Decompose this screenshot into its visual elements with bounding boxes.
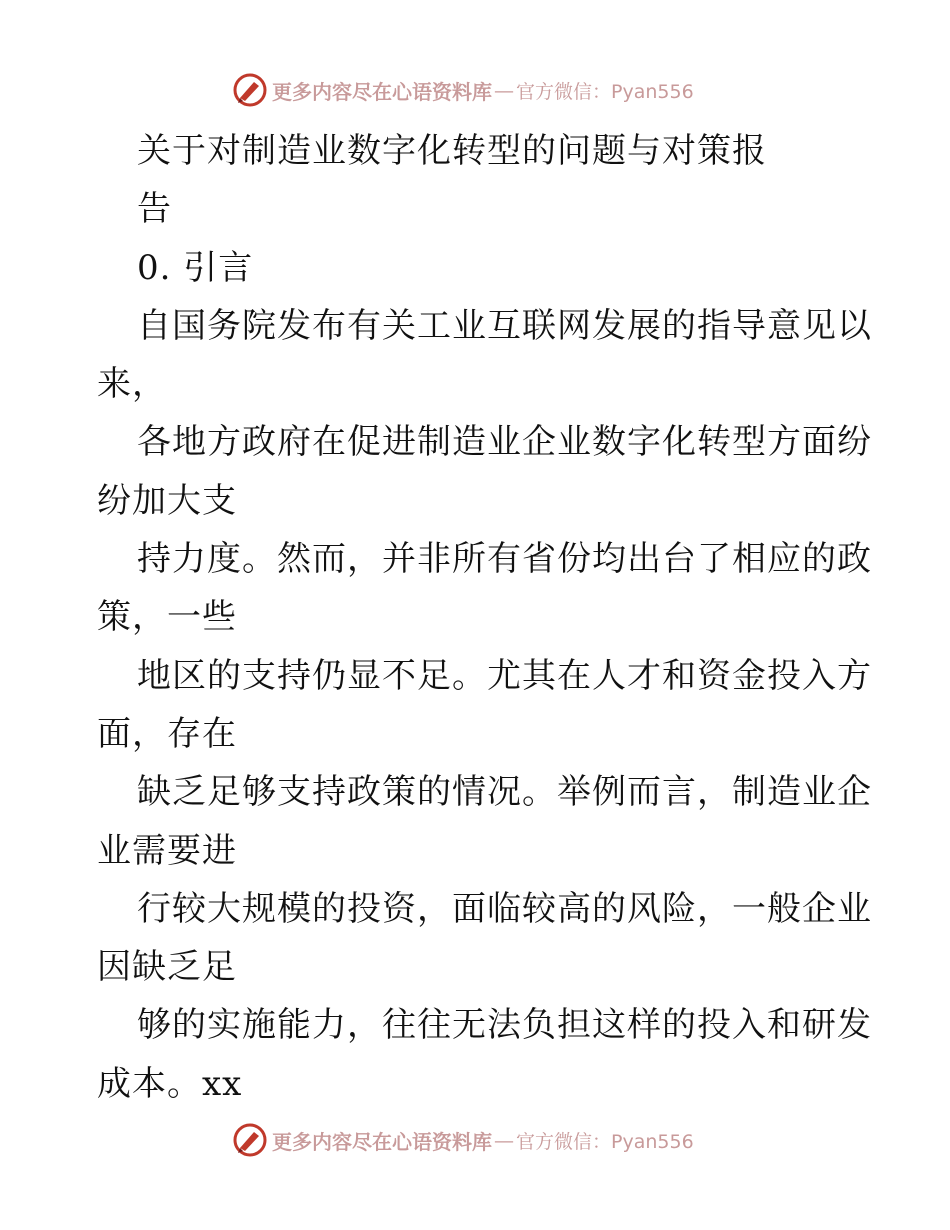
text-line: 告 [137,189,172,230]
banner-wechat: 官方微信：Pyan556 [516,80,694,103]
banner-title: 更多内容尽在心语资料库 [272,79,492,104]
text-line: 0. 引言 [137,247,254,288]
text-line: 行较大规模的投资，面临较高的风险，一般企业 [137,888,872,929]
text-line: 因缺乏足 [97,947,237,988]
pen-logo-icon [232,1122,268,1158]
text-line: 各地方政府在促进制造业企业数字化转型方面纷 [137,422,872,463]
text-line: 持力度。然而，并非所有省份均出台了相应的政 [137,539,872,580]
header-banner [232,71,694,109]
text-line: 业需要进 [97,830,237,871]
text-line: 成本。xx [97,1063,243,1104]
text-line: 缺乏足够支持政策的情况。举例而言，制造业企 [137,772,872,813]
text-line: 够的实施能力，往往无法负担这样的投入和研发 [137,1005,872,1046]
banner-dash: — [494,78,514,102]
text-line: 来， [97,364,167,405]
banner-wechat: 官方微信：Pyan556 [516,1130,694,1153]
banner-dash: — [494,1128,514,1152]
banner-title: 更多内容尽在心语资料库 [272,1129,492,1154]
text-line: 自国务院发布有关工业互联网发展的指导意见以 [137,305,872,346]
text-line: 策，一些 [97,597,237,638]
text-line: 纷加大支 [97,480,237,521]
footer-banner [232,1121,694,1159]
text-line: 面，存在 [97,713,237,754]
text-line: 地区的支持仍显不足。尤其在人才和资金投入方 [137,655,872,696]
document-body [97,122,872,1113]
pen-logo-icon [232,72,268,108]
text-line: 关于对制造业数字化转型的问题与对策报 [137,131,767,171]
